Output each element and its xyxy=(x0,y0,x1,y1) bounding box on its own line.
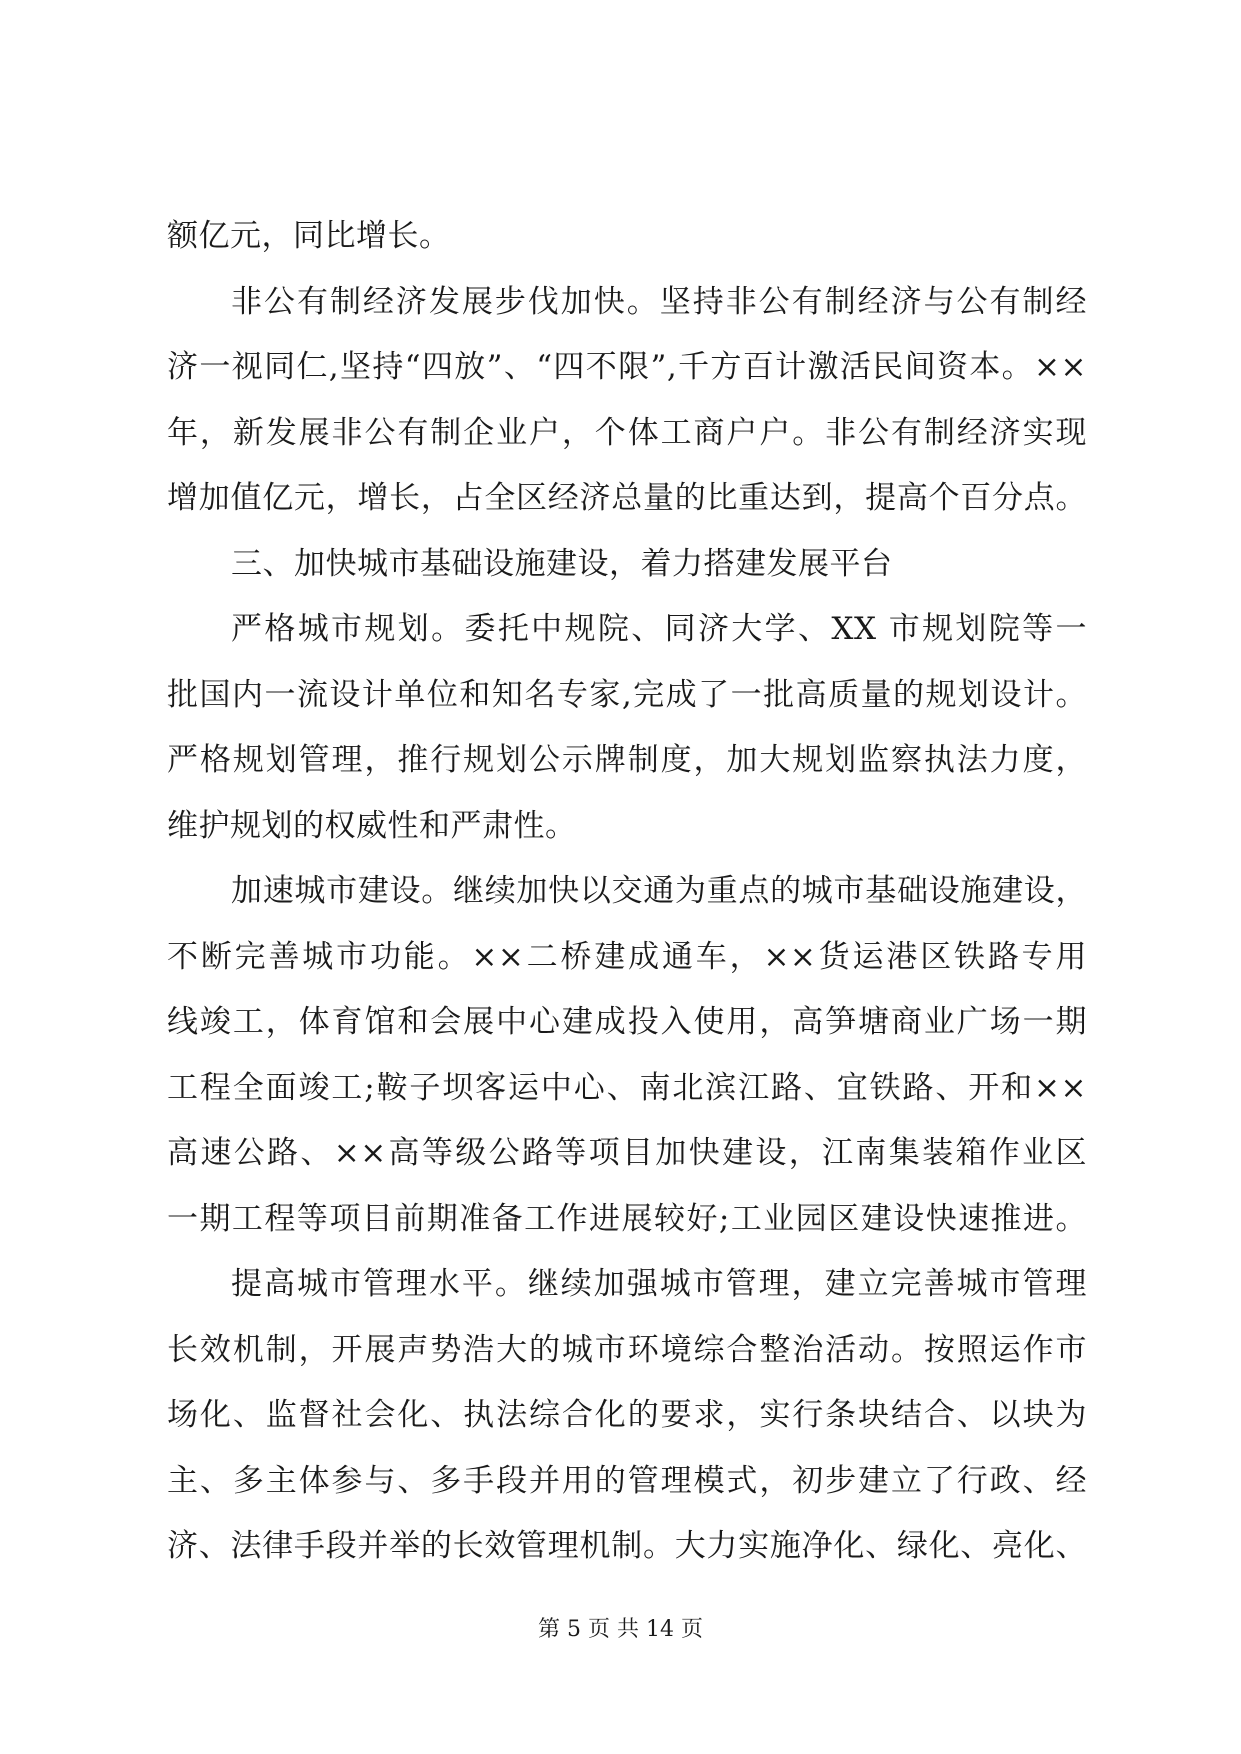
text-line: 主、多主体参与、多手段并用的管理模式，初步建立了行政、经 xyxy=(167,1462,1087,1499)
section-heading: 三、加快城市基础设施建设，着力搭建发展平台 xyxy=(231,545,893,582)
text-line: 加速城市建设。继续加快以交通为重点的城市基础设施建设， xyxy=(231,873,1087,909)
text-line: 严格城市规划。委托中规院、同济大学、XX 市规划院等一 xyxy=(231,611,1087,647)
text-line: 年，新发展非公有制企业户，个体工商户户。非公有制经济实现 xyxy=(167,414,1087,451)
text-line: 维护规划的权威性和严肃性。 xyxy=(167,807,577,844)
text-line: 非公有制经济发展步伐加快。坚持非公有制经济与公有制经 xyxy=(231,283,1087,320)
text-line: 高速公路、××高等级公路等项目加快建设，江南集装箱作业区 xyxy=(167,1135,1087,1171)
text-line: 线竣工，体育馆和会展中心建成投入使用，高笋塘商业广场一期 xyxy=(167,1004,1087,1040)
document-body xyxy=(167,204,1087,1580)
text-line: 严格规划管理，推行规划公示牌制度，加大规划监察执法力度， xyxy=(167,742,1087,778)
text-line: 不断完善城市功能。××二桥建成通车，××货运港区铁路专用 xyxy=(167,938,1087,975)
text-line: 一期工程等项目前期准备工作进展较好;工业园区建设快速推进。 xyxy=(167,1200,1087,1237)
text-line: 长效机制，开展声势浩大的城市环境综合整治活动。按照运作市 xyxy=(167,1331,1087,1368)
text-line: 工程全面竣工;鞍子坝客运中心、南北滨江路、宜铁路、开和×× xyxy=(167,1069,1087,1106)
text-line: 济、法律手段并举的长效管理机制。大力实施净化、绿化、亮化、 xyxy=(167,1528,1087,1564)
text-line: 场化、监督社会化、执法综合化的要求，实行条块结合、以块为 xyxy=(167,1397,1087,1433)
text-line: 济一视同仁,坚持“四放”、“四不限”,千方百计激活民间资本。×× xyxy=(167,349,1087,385)
text-line: 提高城市管理水平。继续加强城市管理，建立完善城市管理 xyxy=(231,1266,1087,1302)
page-number-footer: 第 5 页 共 14 页 xyxy=(538,1617,703,1642)
text-line: 额亿元，同比增长。 xyxy=(167,218,451,254)
text-line: 批国内一流设计单位和知名专家,完成了一批高质量的规划设计。 xyxy=(167,676,1087,713)
text-line: 增加值亿元，增长，占全区经济总量的比重达到，提高个百分点。 xyxy=(167,480,1087,516)
